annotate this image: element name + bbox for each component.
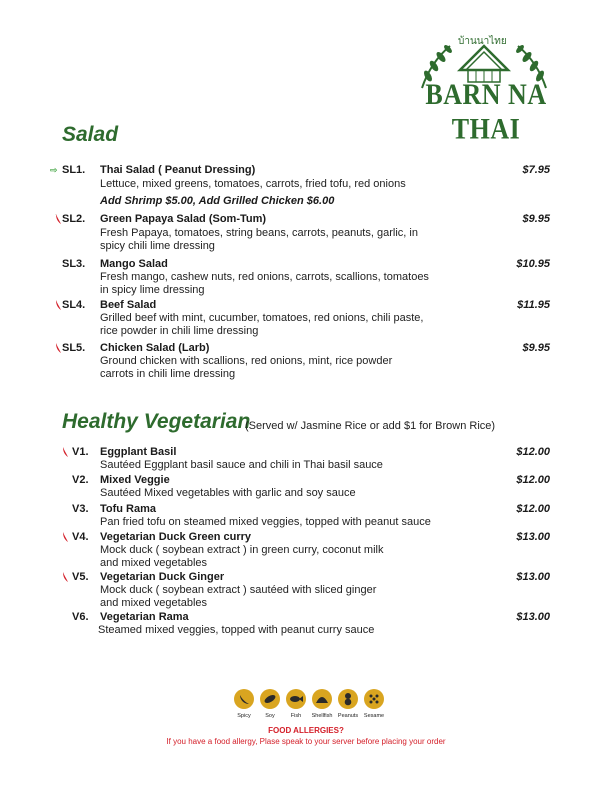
- allergen-legend: [232, 689, 392, 723]
- item-price: $11.95: [517, 299, 550, 311]
- item-addon: Add Shrimp $5.00, Add Grilled Chicken $6.00: [100, 195, 335, 207]
- item-name: Eggplant Basil: [100, 446, 177, 458]
- item-code: SL4.: [62, 299, 86, 311]
- item-code: V5.: [72, 571, 89, 583]
- chili-icon: [62, 532, 69, 542]
- item-name: Mango Salad: [100, 258, 168, 270]
- legend-peanuts: [336, 689, 360, 719]
- legend-label: Fish: [290, 713, 302, 719]
- legend-sesame: [362, 689, 386, 719]
- item-name: Tofu Rama: [100, 503, 157, 515]
- sesame-icon: [364, 689, 384, 709]
- legend-fish: [284, 689, 308, 719]
- item-name: Thai Salad ( Peanut Dressing): [100, 164, 256, 176]
- item-description: Mock duck ( soybean extract ) sautéed with sliced ginger and mixed vegetables: [100, 584, 377, 609]
- item-code: SL2.: [62, 213, 86, 225]
- item-price: $7.95: [522, 164, 550, 176]
- item-name: Chicken Salad (Larb): [100, 342, 210, 354]
- item-description: Grilled beef with mint, cucumber, tomatoes, red onions, chili paste, rice powder in chili lime dressing: [100, 312, 424, 337]
- allergy-text: If you have a food allergy, Plase speak to your server before placing your order: [166, 737, 446, 746]
- legend-label: Sesame: [363, 713, 385, 719]
- item-name: Vegetarian Duck Green curry: [100, 531, 252, 543]
- item-code: V4.: [72, 531, 89, 543]
- item-price: $13.00: [516, 571, 550, 583]
- legend-label: Shellfish: [311, 713, 333, 719]
- logo-title: BARN NA THAI: [425, 77, 547, 146]
- item-description: Ground chicken with scallions, red onions, mint, rice powder carrots in chili lime dressing: [100, 355, 393, 380]
- shellfish-icon: [312, 689, 332, 709]
- item-price: $12.00: [516, 474, 550, 486]
- restaurant-logo: [404, 30, 564, 146]
- item-code: SL3.: [62, 258, 86, 270]
- item-description: Steamed mixed veggies, topped with peanut curry sauce: [98, 624, 375, 636]
- item-description: Sautéed Mixed vegetables with garlic and soy sauce: [100, 487, 356, 499]
- item-description: Sautéed Eggplant basil sauce and chili in Thai basil sauce: [100, 459, 383, 471]
- chili-icon: [55, 214, 62, 224]
- item-description: Pan fried tofu on steamed mixed veggies, topped with peanut sauce: [100, 516, 431, 528]
- chili-icon: [55, 300, 62, 310]
- item-description: Fresh mango, cashew nuts, red onions, carrots, scallions, tomatoes in spicy lime dressing: [100, 271, 429, 296]
- item-code: V3.: [72, 503, 89, 515]
- legend-label: Spicy: [237, 713, 251, 719]
- peanut-icon: [338, 689, 358, 709]
- allergy-title: FOOD ALLERGIES?: [268, 726, 344, 735]
- fish-icon: [286, 689, 306, 709]
- item-code: SL5.: [62, 342, 86, 354]
- item-description: Mock duck ( soybean extract ) in green curry, coconut milk and mixed vegetables: [100, 544, 384, 569]
- item-code: V6.: [72, 611, 89, 623]
- item-code: V1.: [72, 446, 89, 458]
- legend-label: Peanuts: [337, 713, 359, 719]
- chili-icon: [234, 689, 254, 709]
- vegetarian-section-note: (Served w/ Jasmine Rice or add $1 for Brown Rice): [245, 420, 496, 432]
- chili-icon: [62, 447, 69, 457]
- logo-thai-text: บ้านนาไทย: [458, 36, 507, 47]
- item-description: Fresh Papaya, tomatoes, string beans, carrots, peanuts, garlic, in spicy chili lime dressing: [100, 227, 418, 252]
- item-price: $12.00: [516, 503, 550, 515]
- item-price: $9.95: [522, 213, 550, 225]
- recommended-arrow-icon: ⇨: [50, 165, 58, 175]
- item-code: SL1.: [62, 164, 86, 176]
- item-price: $12.00: [516, 446, 550, 458]
- item-name: Vegetarian Rama: [100, 611, 189, 623]
- item-price: $9.95: [522, 342, 550, 354]
- item-price: $10.95: [516, 258, 550, 270]
- legend-spicy: [232, 689, 256, 719]
- chili-icon: [55, 343, 62, 353]
- item-name: Mixed Veggie: [100, 474, 170, 486]
- legend-label: Soy: [265, 713, 275, 719]
- item-name: Green Papaya Salad (Som-Tum): [100, 213, 267, 225]
- item-price: $13.00: [516, 531, 550, 543]
- item-price: $13.00: [516, 611, 550, 623]
- chili-icon: [62, 572, 69, 582]
- item-code: V2.: [72, 474, 89, 486]
- item-name: Beef Salad: [100, 299, 157, 311]
- legend-soy: [258, 689, 282, 719]
- item-name: Vegetarian Duck Ginger: [100, 571, 225, 583]
- salad-section-title: Salad: [62, 123, 119, 146]
- item-description: Lettuce, mixed greens, tomatoes, carrots, fried tofu, red onions: [100, 178, 406, 190]
- vegetarian-section-title: Healthy Vegetarian: [62, 410, 251, 433]
- soy-icon: [260, 689, 280, 709]
- legend-shellfish: [310, 689, 334, 719]
